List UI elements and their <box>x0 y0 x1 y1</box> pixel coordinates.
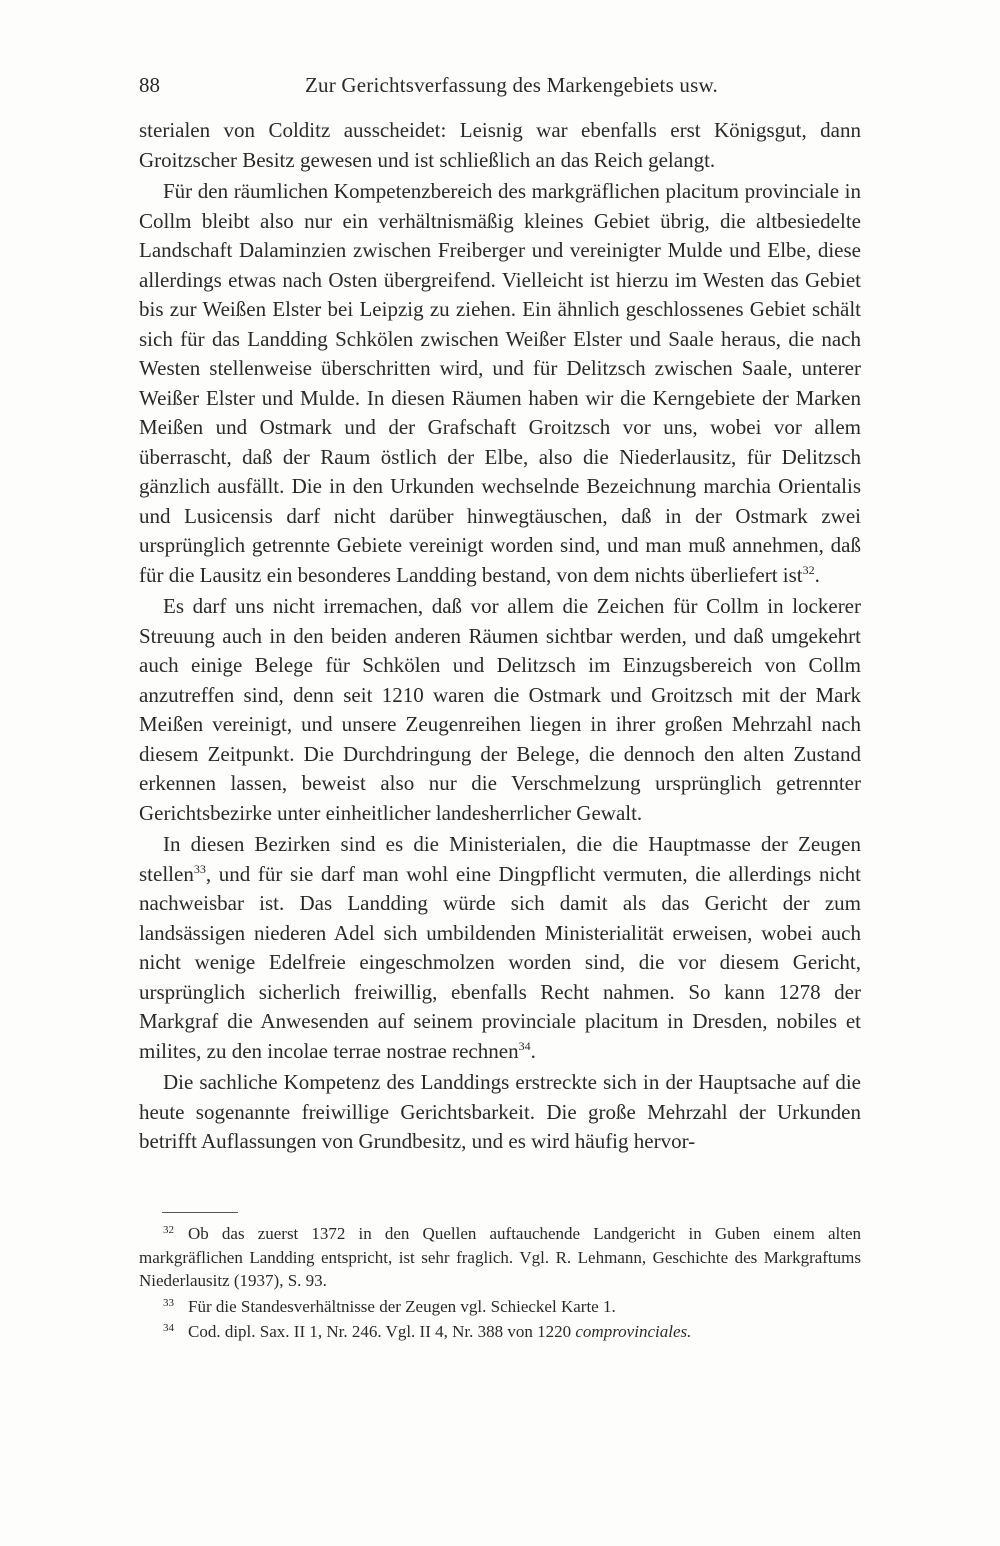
running-head: Zur Gerichtsverfassung des Markengebiets usw. <box>305 73 718 97</box>
paragraph-2-end: . <box>814 562 820 587</box>
paragraph-4-end: . <box>530 1038 536 1063</box>
footnote-separator <box>162 1212 238 1213</box>
footnote-text: Ob das zuerst 1372 in den Quellen auftauchende Landgericht in Guben einem alten markgräflichen Landding entspricht, ist sehr fraglich. Vgl. R. Lehmann, Geschichte des Markgraftums Niederlausitz (1937), S. 93. <box>139 1224 861 1290</box>
paragraph-3 <box>139 592 861 828</box>
footnote-ref-34: 34 <box>518 1038 531 1053</box>
paragraph-5 <box>139 1068 861 1157</box>
paragraph-2-text: Für den räumlichen Kompetenzbereich des markgräflichen placitum provinciale in Collm bleibt also nur ein verhältnismäßig kleines Gebiet übrig, die altbesiedelte Landschaft Dalaminzien zwischen Freiberger und vereinigter Mulde und Elbe, diese allerdings etwas nach Osten übergreifend. Vielleicht ist hierzu im Westen das Gebiet bis zur Weißen Elster bei Leipzig zu ziehen. Ein ähnlich geschlossenes Gebiet schält sich für das Landding Schkölen zwischen Weißer Elster und Saale heraus, die nach Westen stellenweise überschritten wird, und für Delitzsch zwischen Saale, unterer Weißer Elster und Mulde. In diesen Räumen haben wir die Kerngebiete der Marken Meißen und Ostmark und der Grafschaft Groitzsch vor uns, wobei vor allem überrascht, daß der Raum östlich der Elbe, also die Niederlausitz, für Delitzsch gänzlich ausfällt. Die in den Urkunden wechselnde Bezeichnung marchia Orientalis und Lusicensis darf nicht darüber hinwegtäuschen, daß in der Ostmark zwei ursprünglich getrennte Gebiete vereinigt worden sind, und man muß annehmen, daß für die Lausitz ein besonderes Landding bestand, von dem nichts überliefert ist <box>139 179 861 587</box>
paragraph-1-text: sterialen von Colditz ausscheidet: Leisnig war ebenfalls erst Königsgut, dann Groitzscher Besitz gewesen und ist schließlich an das Reich gelangt. <box>139 118 861 172</box>
paragraph-4-text-b: , und für sie darf man wohl eine Dingpflicht vermuten, die allerdings nicht nachweisbar ist. Das Landding würde sich damit als das Gericht der zum landsässigen niederen Adel sich umbildenden Ministerialität erweisen, wobei auch nicht wenige Edelfreie eingeschmolzen worden sind, die vor diesem Gericht, ursprünglich sicherlich freiwillig, ebenfalls Recht nahmen. So kann 1278 der Markgraf die Anwesenden auf seinem provinciale placitum in Dresden, nobiles et milites, zu den incolae terrae nostrae rechnen <box>139 861 861 1063</box>
footnote-text: Cod. dipl. Sax. II 1, Nr. 246. Vgl. II 4, Nr. 388 von 1220 <box>188 1322 576 1341</box>
footnote-number: 33 <box>163 1296 174 1309</box>
paragraph-2 <box>139 177 861 590</box>
paragraph-5-text: Die sachliche Kompetenz des Landdings erstreckte sich in der Hauptsache auf die heute sogenannte freiwillige Gerichtsbarkeit. Die große Mehrzahl der Urkunden betrifft Auflassungen von Grundbesitz, und es wird häufig hervor- <box>139 1070 861 1153</box>
footnote-32 <box>139 1222 861 1293</box>
footnote-ref-32: 32 <box>802 562 815 577</box>
body-text <box>139 116 861 1157</box>
footnote-number: 32 <box>163 1224 174 1236</box>
paragraph-4-text-a: In diesen Bezirken sind es die Ministerialen, die die Hauptmasse der Zeugen stellen <box>139 832 861 886</box>
footnote-text: Für die Standesverhältnisse der Zeugen vgl. Schieckel Karte 1. <box>188 1296 616 1316</box>
footnote-italic-term: comprovinciales. <box>575 1322 692 1341</box>
footnote-34 <box>139 1320 861 1344</box>
footnote-number: 34 <box>163 1322 174 1334</box>
footnotes <box>139 1222 861 1344</box>
footnote-33 <box>139 1295 861 1319</box>
footnote-ref-33: 33 <box>193 861 206 876</box>
paragraph-3-text: Es darf uns nicht irremachen, daß vor allem die Zeichen für Collm in lockerer Streuung auch in den beiden anderen Räumen sichtbar werden, und daß umgekehrt auch einige Belege für Schkölen und Delitzsch im Einzugsbereich von Collm anzutreffen sind, denn seit 1210 waren die Ostmark und Groitzsch mit der Mark Meißen vereinigt, und unsere Zeugenreihen liegen in ihrer großen Mehrzahl nach diesem Zeitpunkt. Die Durchdringung der Belege, die dennoch den alten Zustand erkennen lassen, beweist also nur die Verschmelzung ursprünglich getrennter Gerichtsbezirke unter einheitlicher landesherrlicher Gewalt. <box>139 594 861 825</box>
paragraph-4 <box>139 830 861 1066</box>
page-header <box>139 70 839 100</box>
paragraph-1 <box>139 116 861 175</box>
page-number: 88 <box>139 73 160 97</box>
